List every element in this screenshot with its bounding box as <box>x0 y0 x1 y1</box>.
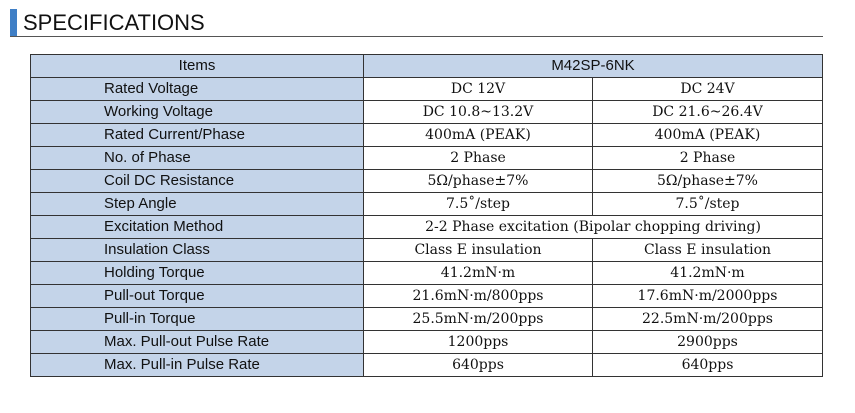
model-header: M42SP-6NK <box>364 55 823 78</box>
table-row <box>31 193 823 216</box>
value-12v: 1200pps <box>364 331 593 354</box>
table-row <box>31 78 823 101</box>
row-label: Max. Pull-out Pulse Rate <box>31 331 364 354</box>
row-label: Rated Voltage <box>31 78 364 101</box>
row-label: Pull-in Torque <box>31 308 364 331</box>
title-divider <box>10 36 823 37</box>
value-12v: 21.6mN·m/800pps <box>364 285 593 308</box>
value-24v: 7.5˚/step <box>593 193 823 216</box>
table-row <box>31 308 823 331</box>
value-12v: 41.2mN·m <box>364 262 593 285</box>
value-24v: 400mA (PEAK) <box>593 124 823 147</box>
row-label: Working Voltage <box>31 101 364 124</box>
value-12v: 7.5˚/step <box>364 193 593 216</box>
row-label: Pull-out Torque <box>31 285 364 308</box>
table-row <box>31 124 823 147</box>
value-12v: DC 10.8~13.2V <box>364 101 593 124</box>
value-12v: Class E insulation <box>364 239 593 262</box>
value-12v: DC 12V <box>364 78 593 101</box>
table-row <box>31 147 823 170</box>
row-label: Max. Pull-in Pulse Rate <box>31 354 364 377</box>
value-24v: 2 Phase <box>593 147 823 170</box>
table-row <box>31 331 823 354</box>
table-row <box>31 354 823 377</box>
table-row <box>31 216 823 239</box>
value-24v: Class E insulation <box>593 239 823 262</box>
table-row <box>31 285 823 308</box>
value-12v: 25.5mN·m/200pps <box>364 308 593 331</box>
value-24v: 17.6mN·m/2000pps <box>593 285 823 308</box>
row-label: Step Angle <box>31 193 364 216</box>
value-merged: 2-2 Phase excitation (Bipolar chopping driving) <box>364 216 823 239</box>
table-row <box>31 239 823 262</box>
value-24v: 41.2mN·m <box>593 262 823 285</box>
value-12v: 5Ω/phase±7% <box>364 170 593 193</box>
value-24v: 2900pps <box>593 331 823 354</box>
table-row <box>31 262 823 285</box>
value-24v: 640pps <box>593 354 823 377</box>
page-title: SPECIFICATIONS <box>10 9 205 36</box>
row-label: Coil DC Resistance <box>31 170 364 193</box>
row-label: Holding Torque <box>31 262 364 285</box>
table-header-row <box>31 55 823 78</box>
row-label: Excitation Method <box>31 216 364 239</box>
value-24v: 22.5mN·m/200pps <box>593 308 823 331</box>
specifications-table <box>30 54 823 377</box>
row-label: Insulation Class <box>31 239 364 262</box>
value-24v: DC 21.6~26.4V <box>593 101 823 124</box>
row-label: Rated Current/Phase <box>31 124 364 147</box>
value-12v: 400mA (PEAK) <box>364 124 593 147</box>
items-header: Items <box>31 55 364 78</box>
table-row <box>31 170 823 193</box>
row-label: No. of Phase <box>31 147 364 170</box>
value-12v: 640pps <box>364 354 593 377</box>
table-row <box>31 101 823 124</box>
value-24v: 5Ω/phase±7% <box>593 170 823 193</box>
value-24v: DC 24V <box>593 78 823 101</box>
value-12v: 2 Phase <box>364 147 593 170</box>
